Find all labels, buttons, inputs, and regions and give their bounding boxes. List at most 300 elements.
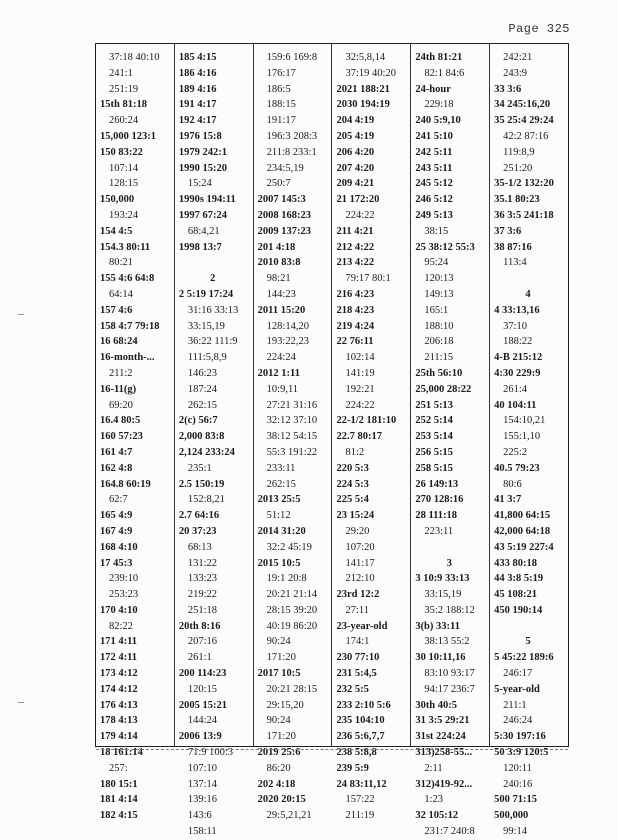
index-entry: 164.8 60:19 [100,478,151,490]
index-entry: 23-year-old [336,620,388,632]
index-subentry: 191:17 [266,115,296,127]
index-entry: 1976 15:8 [178,130,222,142]
index-subentry [415,540,489,556]
section-letter: 3 [446,557,452,569]
index-entry: 252 5:14 [415,415,453,427]
index-subentry: 262:15 [187,399,217,411]
index-column-2 [174,44,253,838]
index-subentry: 137:14 [187,778,217,790]
index-subentry: 152:8,21 [187,494,225,506]
index-subentry: 131:22 [187,557,217,569]
index-subentry: 120:15 [187,683,217,695]
bottom-rule [96,749,568,750]
index-subentry: 207:16 [187,636,217,648]
index-subentry: 240:16 [503,778,533,790]
index-entry: 2013 25:5 [257,494,301,506]
index-subentry: 83:10 93:17 [424,668,475,680]
index-entry: 2 5:19 17:24 [178,288,234,300]
index-subentry: 250:7 [266,178,291,190]
index-entry: 2012 1:11 [257,367,300,379]
index-entry: 24th 81:21 [415,52,463,63]
index-entry: 186 4:16 [178,67,217,79]
index-subentry: 99:14 [503,826,528,838]
index-subentry: 143:6 [187,810,212,822]
index-entry: 43 5:19 227:4 [494,541,554,553]
index-subentry: 119:8,9 [503,146,535,158]
index-entry: 2010 83:8 [257,257,301,269]
index-entry: 500,000 [494,810,529,822]
index-entry: 165 4:9 [100,510,133,522]
index-entry: 2,000 83:8 [178,431,225,443]
index-subentry: 262:15 [266,478,296,490]
index-entry: 1990 15:20 [178,162,227,174]
index-subentry: 235:1 [187,462,212,474]
index-entry: 313)258-55... [415,747,473,759]
index-subentry: 246:17 [503,668,533,680]
index-subentry: 171:20 [266,731,296,743]
index-subentry: 144:24 [187,715,217,727]
index-entry: 42,000 64:18 [494,525,551,537]
index-subentry: 68:4,21 [187,225,220,237]
index-entry: 170 4:10 [100,604,138,616]
index-subentry: 27:21 31:16 [266,399,318,411]
index-entry: 2030 194:19 [336,99,390,111]
index-subentry: 29:15,20 [266,699,304,711]
index-subentry: 113:4 [503,257,527,269]
index-entry: 189 4:16 [178,83,217,95]
index-entry: 258 5:15 [415,462,453,474]
index-entry: 240 5:9,10 [415,115,461,127]
index-entry: 4:30 229:9 [494,367,541,379]
index-entry: 2007 145:3 [257,194,306,206]
index-subentry: 139:16 [187,794,217,806]
index-entry: 233 2:10 5:6 [336,699,391,711]
index-entry: 16-month-... [100,352,155,364]
index-subentry: 37:18 40:10 [109,52,160,63]
index-entry: 22 76:11 [336,336,374,348]
index-subentry: 20:21 28:15 [266,683,318,695]
index-subentry: 155:1,10 [503,431,541,443]
index-entry: 15,000 123:1 [100,130,156,142]
index-entry: 2019 25:6 [257,747,301,759]
index-subentry: 165:1 [424,304,449,316]
index-entry: 176 4:13 [100,699,138,711]
index-entry: 224 5:3 [336,478,369,490]
index-subentry: 251:18 [187,604,217,616]
index-subentry: 157:22 [345,794,375,806]
index-entry: 180 15:1 [100,778,138,790]
index-entry: 168 4:10 [100,541,138,553]
index-subentry: 219:22 [187,589,217,601]
index-subentry: 243:9 [503,67,528,79]
index-column-5 [410,44,489,838]
index-subentry: 211:8 233:1 [266,146,317,158]
index-entry: 241 5:10 [415,130,453,142]
index-subentry: 64:14 [109,288,133,300]
index-subentry: 36:22 111:9 [187,336,238,348]
index-subentry: 206:18 [424,336,454,348]
index-subentry: 82:22 [109,620,133,632]
index-entry: 2.5 150:19 [178,478,225,490]
index-subentry: 154:10,21 [503,415,546,427]
index-entry: 41 3:7 [494,494,522,506]
index-subentry: 257: [109,762,128,774]
index-subentry: 79:17 80:1 [345,273,391,285]
index-subentry [494,271,568,287]
index-entry: 31st 224:24 [415,731,466,743]
index-entry: 235 104:10 [336,715,385,727]
index-subentry: 149:13 [424,288,454,300]
index-entry: 174 4:12 [100,683,138,695]
index-entry: 238 5:8,8 [336,747,377,759]
index-subentry: 15:24 [187,178,212,190]
index-subentry: 120:11 [503,762,532,774]
index-subentry: 193:24 [109,209,139,221]
index-entry: 50 3:9 120:5 [494,747,549,759]
index-subentry: 111:5,8,9 [187,352,227,364]
index-subentry: 37:19 40:20 [345,67,396,79]
index-entry: 25th 56:10 [415,367,463,379]
index-entry: 150 83:22 [100,146,143,158]
index-entry: 24 83:11,12 [336,778,387,790]
index-entry: 2021 188:21 [336,83,390,95]
index-entry: 35.1 80:23 [494,194,540,206]
index-subentry: 107:14 [109,162,139,174]
index-entry: 218 4:23 [336,304,375,316]
index-entry: 2006 13:9 [178,731,222,743]
index-entry: 3(b) 33:11 [415,620,460,632]
index-entry: 20th 8:16 [178,620,221,632]
index-entry: 35-1/2 132:20 [494,178,554,190]
index-entry: 150,000 [100,194,135,206]
index-subentry: 224:22 [345,399,375,411]
index-entry: 3 10:9 33:13 [415,573,470,585]
index-entry: 2,124 233:24 [178,446,235,458]
index-column-6 [489,44,568,838]
index-entry: 161 4:7 [100,446,133,458]
index-subentry: 241:1 [109,67,133,79]
index-subentry: 38:12 54:15 [266,431,318,443]
index-entry: 30th 40:5 [415,699,458,711]
index-entry: 433 80:18 [494,557,538,569]
index-entry: 239 5:9 [336,762,369,774]
index-entry: 225 5:4 [336,494,369,506]
scan-edge-mark [18,314,24,315]
index-entry: 1990s 194:11 [178,194,236,206]
index-subentry: 86:20 [266,762,291,774]
section-letter: 2 [210,273,216,285]
index-entry: 211 4:21 [336,225,374,237]
index-entry: 179 4:14 [100,731,138,743]
index-subentry: 107:20 [345,541,375,553]
index-entry: 4 33:13,16 [494,304,540,316]
index-entry: 16 68:24 [100,336,138,348]
index-column-3 [253,44,332,822]
index-subentry: 31:16 33:13 [187,304,239,316]
index-entry: 5-year-old [494,683,540,695]
index-table [95,43,569,838]
index-subentry: 68:13 [187,541,212,553]
index-entry: 16.4 80:5 [100,415,141,427]
index-subentry: 176:17 [266,67,296,79]
index-entry: 2011 15:20 [257,304,306,316]
index-subentry: 28:15 39:20 [266,604,318,616]
index-subentry: 128:15 [109,178,139,190]
index-entry: 231 5:4,5 [336,668,377,680]
index-subentry: 40:19 86:20 [266,620,318,632]
index-subentry: 224:24 [266,352,296,364]
index-subentry: 42:2 87:16 [503,130,549,142]
index-subentry: 251:19 [109,83,139,95]
index-subentry: 196:3 208:3 [266,130,318,142]
index-subentry: 10:9,11 [266,383,299,395]
index-entry: 212 4:22 [336,241,375,253]
index-entry: 41,800 64:15 [494,510,551,522]
index-entry: 31 3:5 29:21 [415,715,470,727]
index-entry: 220 5:3 [336,462,369,474]
index-entry: 154 4:5 [100,225,133,237]
index-entry: 450 190:14 [494,604,543,616]
index-subentry: 38:13 55:2 [424,636,470,648]
index-entry: 230 77:10 [336,652,380,664]
index-entry: 23rd 12:2 [336,589,380,601]
index-subentry: 33:15,19 [424,589,462,601]
index-subentry: 187:24 [187,383,217,395]
index-subentry: 82:1 84:6 [424,67,465,79]
index-entry: 158 4:7 79:18 [100,320,160,332]
index-subentry: 128:14,20 [266,320,309,332]
index-subentry: 38:15 [424,225,449,237]
index-subentry: 188:22 [503,336,533,348]
index-entry: 5 45:22 189:6 [494,652,554,664]
index-subentry: 32:5,8,14 [345,52,386,63]
index-entry: 253 5:14 [415,431,453,443]
index-entry: 4-B 215:12 [494,352,543,364]
index-subentry: 223:11 [424,525,454,537]
scan-edge-mark [18,702,24,703]
index-entry: 251 5:13 [415,399,453,411]
index-subentry: 120:13 [424,273,454,285]
index-entry: 154.3 80:11 [100,241,151,253]
index-entry: 5:30 197:16 [494,731,546,743]
index-subentry: 32:12 37:10 [266,415,318,427]
index-entry: 245 5:12 [415,178,453,190]
index-entry: 1997 67:24 [178,209,227,221]
index-entry: 185 4:15 [178,52,217,63]
index-subentry: 174:1 [345,636,370,648]
index-subentry: 141:19 [345,367,375,379]
index-entry: 242 5:11 [415,146,453,158]
index-subentry: 242:21 [503,52,533,63]
index-subentry: 81:2 [345,446,365,458]
index-entry: 22-1/2 181:10 [336,415,397,427]
section-letter: 5 [525,636,531,648]
index-entry: 162 4:8 [100,462,133,474]
index-entry: 33 3:6 [494,83,522,95]
index-subentry: 171:20 [266,652,296,664]
index-entry: 1998 13:7 [178,241,222,253]
index-entry: 201 4:18 [257,241,296,253]
index-entry: 2015 10:5 [257,557,301,569]
index-entry: 17 45:3 [100,557,133,569]
index-subentry: 159:6 169:8 [266,52,318,63]
index-subentry: 261:1 [187,652,212,664]
index-subentry: 239:10 [109,573,139,585]
index-entry: 202 4:18 [257,778,296,790]
index-entry: 216 4:23 [336,288,375,300]
index-subentry: 251:20 [503,162,533,174]
index-entry: 209 4:21 [336,178,375,190]
index-entry: 167 4:9 [100,525,133,537]
index-entry: 157 4:6 [100,304,133,316]
index-entry: 2.7 64:16 [178,510,220,522]
index-entry: 28 111:18 [415,510,458,522]
index-subentry: 62:7 [109,494,128,506]
index-entry: 2020 20:15 [257,794,306,806]
index-entry: 16-11(g) [100,383,137,395]
index-subentry: 33:15,19 [187,320,225,332]
index-entry: 192 4:17 [178,115,217,127]
index-entry: 2005 15:21 [178,699,227,711]
index-entry: 172 4:11 [100,652,138,664]
index-entry: 243 5:11 [415,162,453,174]
index-entry: 37 3:6 [494,225,522,237]
index-subentry: 1:23 [424,794,443,806]
index-entry: 22.7 80:17 [336,431,382,443]
index-entry: 207 4:20 [336,162,375,174]
index-subentry [494,619,568,635]
index-subentry: 2:11 [424,762,443,774]
index-subentry: 71:9 100:3 [187,747,234,759]
index-subentry [179,255,253,271]
index-subentry: 144:23 [266,288,296,300]
index-entry: 160 57:23 [100,431,143,443]
index-subentry: 186:5 [266,83,291,95]
index-subentry: 233:11 [266,462,296,474]
index-subentry: 80:21 [109,257,133,269]
index-entry: 2009 137:23 [257,225,312,237]
index-entry: 205 4:19 [336,130,375,142]
index-entry: 2008 168:23 [257,209,312,221]
index-entry: 181 4:14 [100,794,138,806]
index-entry: 173 4:12 [100,668,138,680]
index-subentry: 246:24 [503,715,533,727]
index-subentry: 98:21 [266,273,291,285]
index-entry: 36 3:5 241:18 [494,209,554,221]
index-entry: 44 3:8 5:19 [494,573,544,585]
index-subentry: 69:20 [109,399,133,411]
index-entry: 200 114:23 [178,668,227,680]
index-entry: 20 37:23 [178,525,217,537]
index-subentry: 80:6 [503,478,522,490]
index-entry: 246 5:12 [415,194,453,206]
page-number: Page 325 [508,22,570,36]
index-subentry: 107:10 [187,762,217,774]
index-entry: 219 4:24 [336,320,375,332]
index-entry: 2017 10:5 [257,668,301,680]
index-subentry: 212:10 [345,573,375,585]
index-subentry: 188:10 [424,320,454,332]
index-subentry: 231:7 240:8 [424,826,475,838]
index-entry: 191 4:17 [178,99,217,111]
index-entry: 32 105:12 [415,810,459,822]
index-subentry: 90:24 [266,715,291,727]
index-subentry: 133:23 [187,573,217,585]
index-entry: 24-hour [415,83,451,95]
index-entry: 25 38:12 55:3 [415,241,475,253]
index-subentry: 27:11 [345,604,370,616]
index-subentry: 260:24 [109,115,139,127]
section-letter: 4 [525,288,531,300]
index-entry: 26 149:13 [415,478,459,490]
index-subentry: 29:20 [345,525,370,537]
index-entry: 30 10:11,16 [415,652,466,664]
index-entry: 204 4:19 [336,115,375,127]
index-subentry: 224:22 [345,209,375,221]
index-subentry: 95:24 [424,257,449,269]
index-entry: 40 104:11 [494,399,537,411]
index-entry: 21 172:20 [336,194,380,206]
index-subentry: 225:2 [503,446,528,458]
index-subentry: 188:15 [266,99,296,111]
index-entry: 18 161:14 [100,747,143,759]
index-subentry: 193:22,23 [266,336,309,348]
index-subentry: 32:2 45:19 [266,541,312,553]
index-entry: 178 4:13 [100,715,138,727]
index-column-4 [331,44,410,822]
index-entry: 38 87:16 [494,241,532,253]
index-entry: 206 4:20 [336,146,375,158]
index-subentry: 94:17 236:7 [424,683,475,695]
index-subentry: 37:10 [503,320,528,332]
index-subentry: 55:3 191:22 [266,446,318,458]
index-entry: 500 71:15 [494,794,538,806]
index-subentry: 234:5,19 [266,162,304,174]
index-entry: 155 4:6 64:8 [100,273,155,285]
index-entry: 236 5:6,7,7 [336,731,385,743]
index-subentry: 211:15 [424,352,454,364]
index-entry: 1979 242:1 [178,146,227,158]
index-subentry: 35:2 188:12 [424,604,475,616]
index-entry: 23 15:24 [336,510,375,522]
index-entry: 232 5:5 [336,683,369,695]
index-entry: 213 4:22 [336,257,375,269]
index-subentry: 146:23 [187,367,217,379]
index-subentry: 19:1 20:8 [266,573,307,585]
index-entry: 2014 31:20 [257,525,306,537]
index-subentry: 102:14 [345,352,375,364]
index-entry: 2(c) 56:7 [178,415,218,427]
index-subentry: 211:19 [345,810,375,822]
index-subentry: 29:5,21,21 [266,810,312,822]
index-entry: 171 4:11 [100,636,138,648]
index-entry: 25,000 28:22 [415,383,472,395]
index-subentry: 211:1 [503,699,527,711]
index-subentry: 211:2 [109,367,133,379]
index-subentry: 253:23 [109,589,139,601]
index-subentry: 90:24 [266,636,291,648]
index-entry: 312)419-92... [415,778,473,790]
index-entry: 249 5:13 [415,209,453,221]
index-subentry: 141:17 [345,557,375,569]
index-entry: 270 128:16 [415,494,464,506]
index-entry: 15th 81:18 [100,99,147,111]
index-subentry: 158:11 [187,826,217,838]
index-subentry: 229:18 [424,99,454,111]
index-column-1 [96,44,174,822]
index-entry: 34 245:16,20 [494,99,551,111]
index-subentry: 51:12 [266,510,291,522]
